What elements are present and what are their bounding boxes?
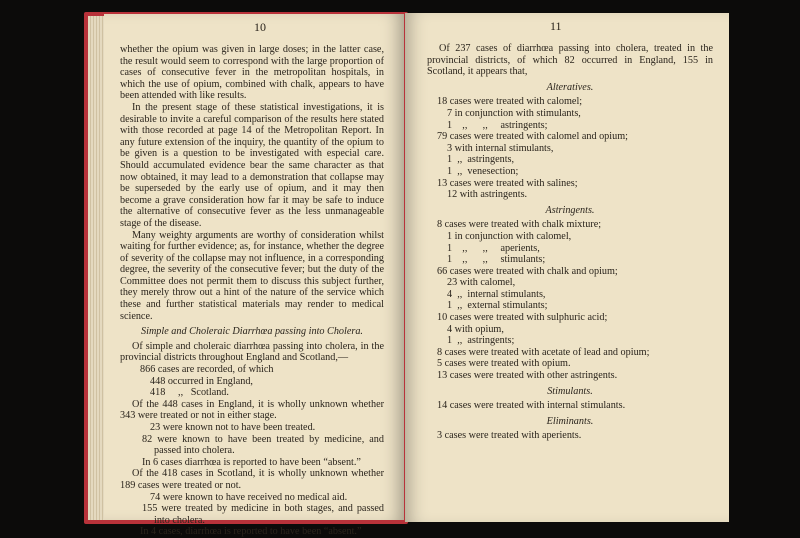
- list-item: 1 ,, ,, aperients,: [447, 242, 540, 254]
- list-item: In 4 cases, diarrhœa is reported to have been “absent.”: [140, 526, 362, 538]
- list-item: 4 with opium,: [447, 323, 504, 335]
- paragraph: Of 237 cases of diarrhœa passing into cholera, treated in the provincial districts, of which 82 occurred in England, 155 in Scotland, it appears that,: [427, 43, 713, 78]
- list-item: 1 ,, ,, stimulants;: [447, 254, 546, 266]
- list-item: 66 cases were treated with chalk and opium;: [437, 265, 618, 277]
- page-number: 10: [254, 20, 266, 34]
- list-item: 866 cases are recorded, of which: [140, 364, 274, 376]
- paragraph: whether the opium was given in large doses; in the latter case, the result would seem to correspond with the large proportion of cases of consecutive fever in the metropolitan hospitals, in which the use of opium, combined with chalk, appears to have been attended with like results.: [120, 44, 384, 102]
- list-item: 13 cases were treated with salines;: [437, 177, 578, 189]
- list-item: 1 ,, external stimulants;: [447, 300, 548, 312]
- list-item: 8 cases were treated with chalk mixture;: [437, 219, 602, 231]
- section-heading: Stimulants.: [547, 385, 593, 397]
- list-item: 74 were known to have received no medical aid.: [150, 491, 348, 503]
- paragraph: Of simple and choleraic diarrhœa passing into cholera, in the provincial districts throughout England and Scotland,—: [120, 340, 384, 364]
- section-heading: Simple and Choleraic Diarrhœa passing into Cholera.: [141, 326, 363, 338]
- list-item: 7 in conjunction with stimulants,: [447, 107, 581, 119]
- list-item: 18 cases were treated with calomel;: [437, 96, 583, 108]
- list-item: 1 ,, venesection;: [447, 165, 519, 177]
- list-item: 12 with astringents.: [447, 189, 528, 201]
- list-item: In 6 cases diarrhœa is reported to have been “absent.”: [142, 456, 361, 468]
- list-item: 79 cases were treated with calomel and opium;: [437, 131, 628, 143]
- list-item: 155 were treated by medicine in both stages, and passed into cholera.: [142, 503, 384, 526]
- list-item: 448 occurred in England,: [150, 375, 253, 387]
- right-page: [405, 13, 729, 522]
- list-item: 23 were known not to have been treated.: [150, 422, 316, 433]
- list-item: 418 ,, Scotland.: [150, 387, 229, 399]
- section-heading: Astringents.: [545, 204, 595, 216]
- page-body: [427, 43, 713, 442]
- list-item: 3 cases were treated with aperients.: [437, 430, 582, 442]
- list-item: 5 cases were treated with opium.: [437, 358, 571, 370]
- left-page: [104, 14, 404, 538]
- paragraph: Many weighty arguments are worthy of consideration whilst waiting for further evidence; as, for instance, whether the degree of severity of the collapse may not influence, in a corresponding degree, the severity of the consecutive fever; but the duty of the Committee does not permit them to discuss this subject further, they merely throw out a hint of the nature of the service which these and further statistical materials may render to medical science.: [120, 229, 384, 322]
- section-heading: Eliminants.: [546, 415, 594, 427]
- list-item: 82 were known to have been treated by medicine, and passed into cholera.: [142, 433, 384, 457]
- list-item: 14 cases were treated with internal stimulants.: [437, 400, 626, 412]
- list-item: 23 with calomel,: [447, 277, 516, 289]
- list-item: 1 ,, astringents;: [447, 335, 515, 347]
- list-item: 1 ,, astringents,: [447, 154, 515, 166]
- section-heading: Alteratives.: [546, 81, 594, 93]
- paragraph: In the present stage of these statistical investigations, it is desirable to invite a careful comparison of the results here stated with those recorded at page 14 of the Metropolitan Report. In any future extension of the inquiry, the quantity of the opium to be given is a question to be investigated with especial care. Should accumulated evidence bear the same character as that now obtained, it may lead to a demonstration that collapse may be superseded by the early use of opium, and it may then become a grave consideration how far it may be safe to induce the alternative of consecutive fever as the less unmanageable stage of the disease.: [120, 101, 384, 229]
- paragraph: Of the 418 cases in Scotland, it is wholly unknown whether 189 cases were treated or not.: [120, 468, 384, 491]
- page-body: [120, 44, 384, 538]
- list-item: 1 ,, ,, astringents;: [447, 119, 548, 131]
- list-item: 1 in conjunction with calomel,: [447, 230, 572, 242]
- list-item: 4 ,, internal stimulants,: [447, 288, 546, 300]
- list-item: 8 cases were treated with acetate of lead and opium;: [437, 346, 650, 358]
- page-number: 11: [550, 19, 562, 33]
- list-item: 13 cases were treated with other astringents.: [437, 370, 618, 382]
- list-item: 3 with internal stimulants,: [447, 142, 554, 154]
- paragraph: Of the 448 cases in England, it is wholly unknown whether 343 were treated or not in either stage.: [120, 398, 384, 422]
- list-item: 10 cases were treated with sulphuric acid;: [437, 312, 608, 324]
